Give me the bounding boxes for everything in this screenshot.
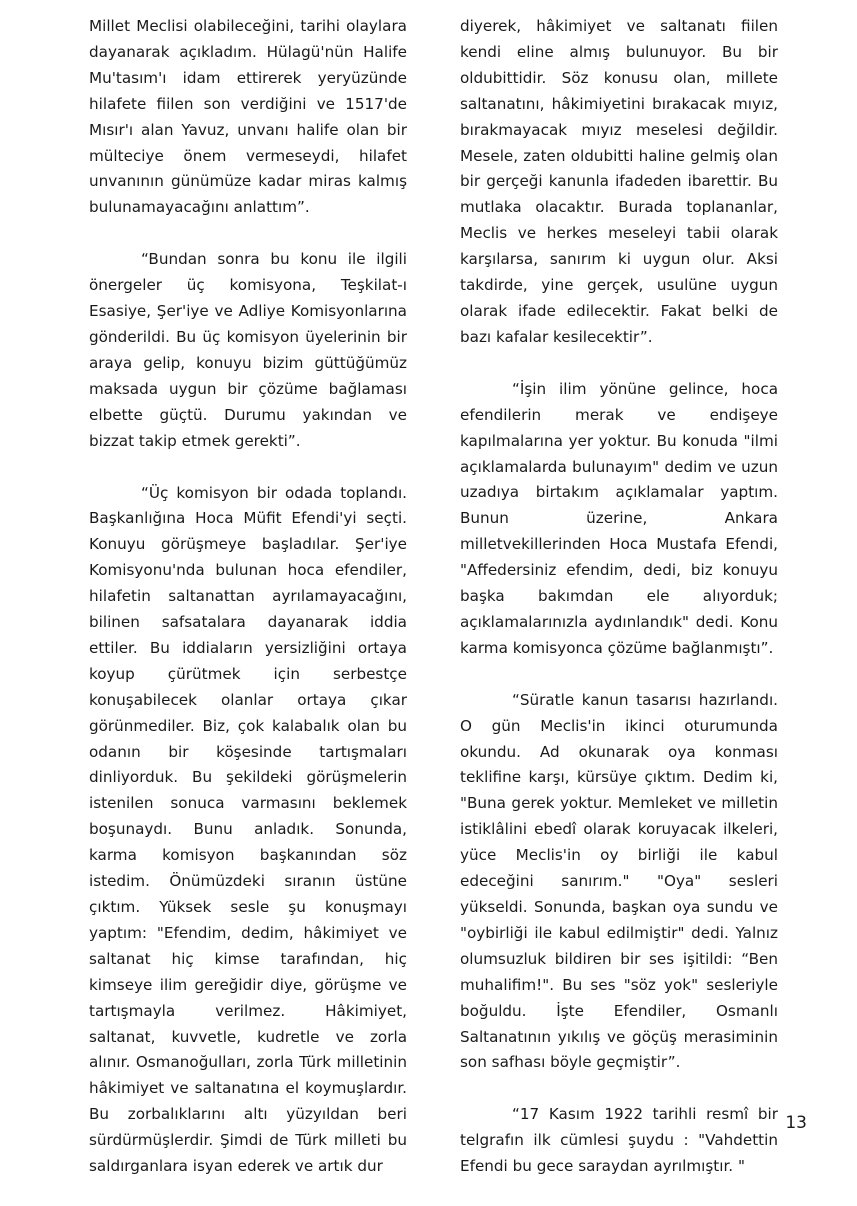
right-column [460, 14, 778, 1206]
paragraph: diyerek, hâkimiyet ve saltanatı fiilen kendi eline almış bulunuyor. Bu bir oldubittidir. Söz konusu olan, millete saltanatını, hâkimiyetini bırakacak mıyız, bırakmayacak mıyız meselesi değildir. Mesele, zaten oldubitti haline gelmiş olan bir gerçeği kanunla ifadeden ibarettir. Bu mutlaka olacaktır. Burada toplananlar, Meclis ve herkes meseleyi tabii olarak karşılarsa, sanırım ki uygun olur. Aksi takdirde, yine gerçek, usulüne uygun olarak ifade edilecektir. Fakat belki de bazı kafalar kesilecektir”. [460, 17, 778, 346]
paragraph: “17 Kasım 1922 tarihli resmî bir telgrafın ilk cümlesi şuydu : "Vahdettin Efendi bu gece saraydan ayrılmıştır. " [460, 1105, 778, 1176]
paragraph: “İşin ilim yönüne gelince, hoca efendilerin merak ve endişeye kapılmalarına yer yoktur. Bu konuda "ilmi açıklamalarda bulunayım" dedim ve uzun uzadıya birtakım açıklamalar yaptım. Bunun üzerine, Ankara milletvekillerinden Hoca Mustafa Efendi, "Affedersiniz efendim, dedi, biz konuyu başka bakımdan ele alıyorduk; açıklamalarınızla aydınlandık" dedi. Konu karma komisyonca çözüme bağlanmıştı”. [460, 379, 778, 657]
left-column [89, 14, 407, 1180]
page-number: 13 [785, 1113, 807, 1133]
paragraph: “Süratle kanun tasarısı hazırlandı. O gün Meclis'in ikinci oturumunda okundu. Ad okunarak oya konması teklifine karşı, kürsüye çıktım. Dedim ki, "Buna gerek yoktur. Memleket ve milletin istiklâlini ebedî olarak koruyacak ilkeleri, yüce Meclis'in oy birliği ile kabul edeceğini sanırım." "Oya" sesleri yükseldi. Sonunda, başkan oya sundu ve "oybirliği ile kabul edilmiştir" dedi. Yalnız olumsuzluk bildiren bir ses işitildi: “Ben muhalifim!". Bu ses "söz yok" sesleriyle boğuldu. İşte Efendiler, Osmanlı Saltanatının yıkılış ve göçüş merasiminin son safhası böyle geçmiştir”. [460, 690, 778, 1072]
paragraph: “Üç komisyon bir odada toplandı. Başkanlığına Hoca Müfit Efendi'yi seçti. Konuyu görüşmeye başladılar. Şer'iye Komisyonu'nda bulunan hoca efendiler, hilafetin saltanattan ayrılamayacağını, bilinen safsatalara dayanarak iddia ettiler. Bu iddiaların yersizliğini ortaya koyup çürütmek için serbestçe konuşabilecek olanlar ortaya çıkar görünmediler. Biz, çok kalabalık olan bu odanın bir köşesinde tartışmaları dinliyorduk. Bu şekildeki görüşmelerin istenilen sonuca varmasını beklemek boşunaydı. Bunu anladık. Sonunda, karma komisyon başkanından söz istedim. Önümüzdeki sıranın üstüne çıktım. Yüksek sesle şu konuşmayı yaptım: "Efendim, dedim, hâkimiyet ve saltanat hiç kimse tarafından, hiç kimseye ilim gereğidir diye, görüşme ve tartışmayla verilmez. Hâkimiyet, saltanat, kuvvetle, kudretle ve zorla alınır. Osmanoğulları, zorla Türk milletinin hâkimiyet ve saltanatına el koymuşlardır. Bu zorbalıklarını altı yüzyıldan beri sürdürmüşlerdir. Şimdi de Türk milleti bu saldırganlara isyan ederek ve artık dur [89, 483, 407, 1176]
paragraph: “Bundan sonra bu konu ile ilgili önergeler üç komisyona, Teşkilat-ı Esasiye, Şer'iye ve Adliye Komisyonlarına gönderildi. Bu üç komisyon üyelerinin bir araya gelip, konuyu bizim güttüğümüz maksada uygun bir çözüme bağlaması elbette güçtü. Durumu yakından ve bizzat takip etmek gerekti”. [89, 250, 407, 450]
paragraph: Millet Meclisi olabileceğini, tarihi olaylara dayanarak açıkladım. Hülagü'nün Halife Mu'tasım'ı idam ettirerek yeryüzünde hilafete fiilen son verdiğini ve 1517'de Mısır'ı alan Yavuz, unvanı halife olan bir mülteciye önem vermeseydi, hilafet unvanının günümüze kadar miras kalmış bulunamayacağını anlattım”. [89, 17, 407, 217]
